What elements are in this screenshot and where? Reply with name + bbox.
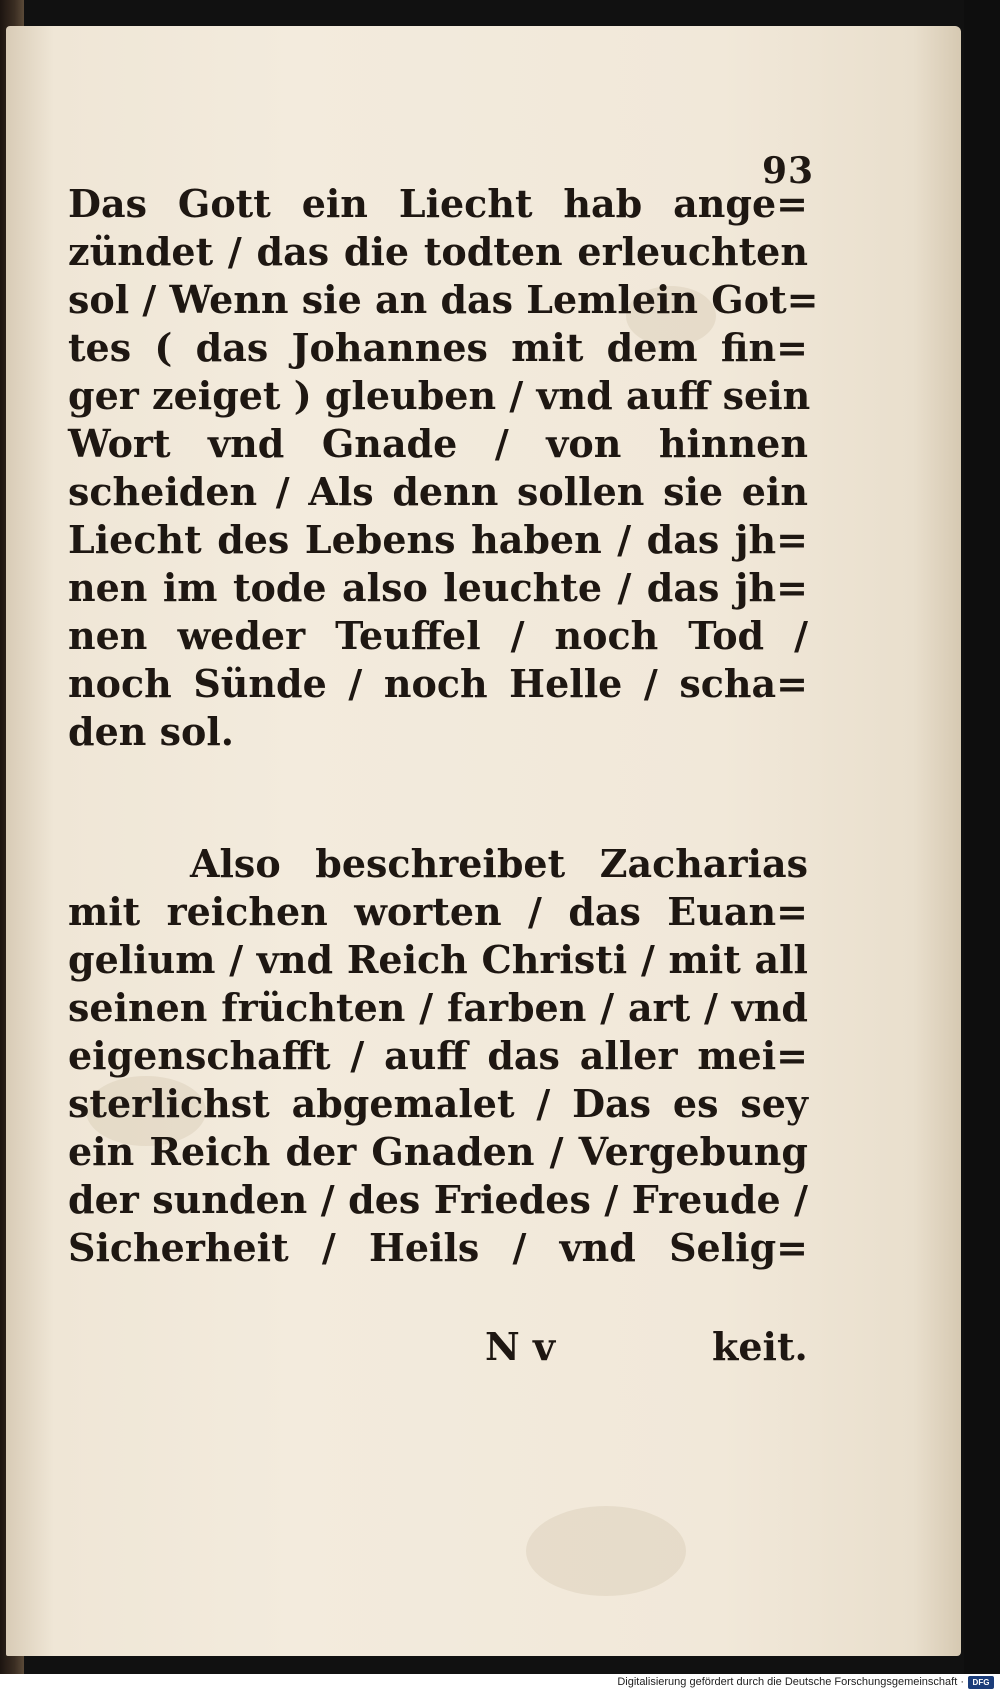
page-footer-marks bbox=[0, 1324, 1000, 1374]
text-line: gelium / vnd Reich Christi / mit all bbox=[68, 937, 808, 982]
text-line: Wort vnd Gnade / von hinnen bbox=[68, 421, 808, 466]
catchword: keit. bbox=[712, 1324, 808, 1369]
funding-credit: Digitalisierung gefördert durch die Deutsche Forschungsgemeinschaft · bbox=[617, 1676, 964, 1688]
text-line: eigenschafft / auff das aller mei= bbox=[68, 1033, 808, 1078]
digitization-footer bbox=[0, 1674, 1000, 1693]
text-line: mit reichen worten / das Euan= bbox=[68, 889, 808, 934]
text-line: Liecht des Lebens haben / das jh= bbox=[68, 517, 808, 562]
page-number: 93 bbox=[762, 150, 815, 192]
text-line: sol / Wenn sie an das Lemlein Got= bbox=[68, 277, 819, 322]
text-line: Sicherheit / Heils / vnd Selig= bbox=[68, 1225, 808, 1270]
paper-stain bbox=[526, 1506, 686, 1596]
signature-mark: N v bbox=[485, 1324, 556, 1369]
text-line: zündet / das die todten erleuchten bbox=[68, 229, 808, 274]
dfg-logo: DFG bbox=[968, 1676, 994, 1689]
text-line: der sunden / des Friedes / Freude / bbox=[68, 1177, 808, 1222]
scan-background-edge bbox=[964, 0, 1000, 1693]
text-line: nen weder Teuffel / noch Tod / bbox=[68, 613, 808, 658]
text-line: noch Sünde / noch Helle / scha= bbox=[68, 661, 808, 706]
text-line: scheiden / Als denn sollen sie ein bbox=[68, 469, 808, 514]
text-line: Also beschreibet Zacharias bbox=[190, 841, 808, 886]
text-line: den sol. bbox=[68, 709, 235, 754]
text-line: seinen früchten / farben / art / vnd bbox=[68, 985, 808, 1030]
text-line: sterlichst abgemalet / Das es sey bbox=[68, 1081, 808, 1126]
text-line: ger zeiget ) gleuben / vnd auff sein bbox=[68, 373, 811, 418]
text-line: tes ( das Johannes mit dem fin= bbox=[68, 325, 808, 370]
text-line: Das Gott ein Liecht hab ange= bbox=[68, 181, 808, 226]
text-line: nen im tode also leuchte / das jh= bbox=[68, 565, 808, 610]
text-line: ein Reich der Gnaden / Vergebung bbox=[68, 1129, 808, 1174]
